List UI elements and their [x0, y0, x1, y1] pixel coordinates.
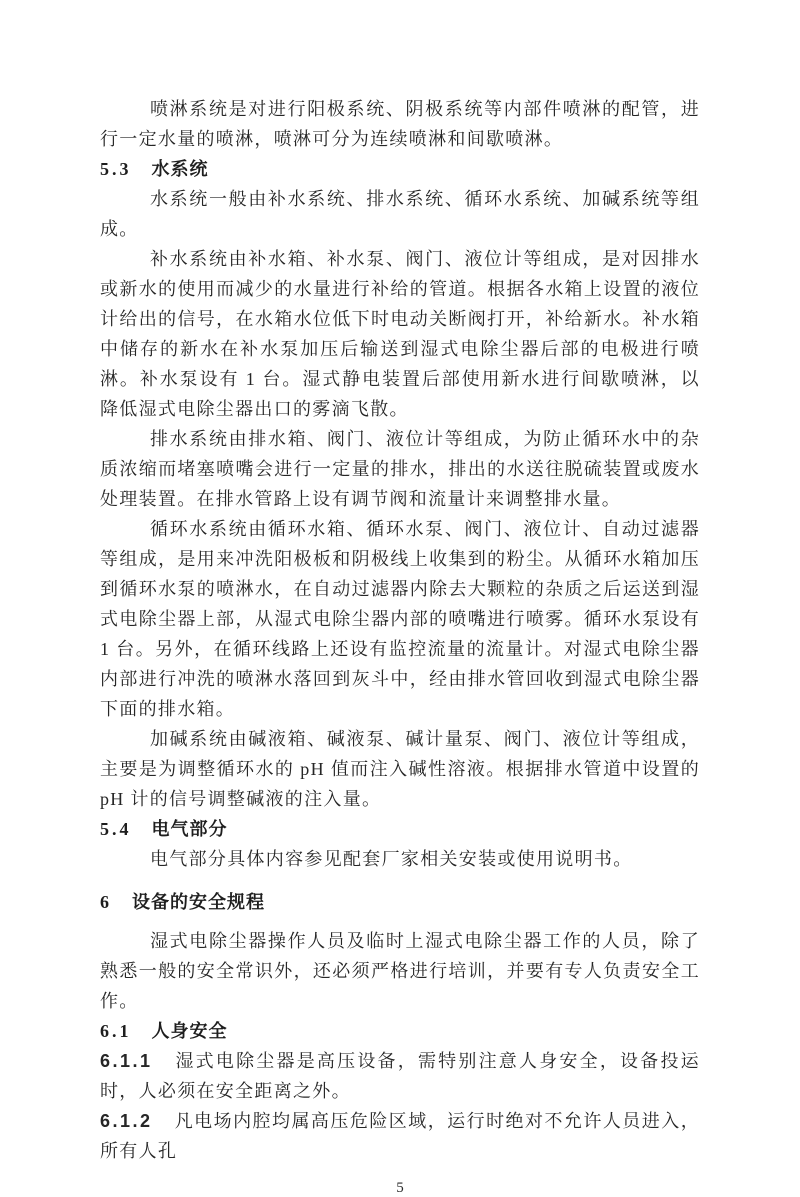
heading-number: 5.4 [100, 819, 132, 839]
paragraph-spray-system: 喷淋系统是对进行阳极系统、阴极系统等内部件喷淋的配管，进行一定水量的喷淋，喷淋可分为连续喷淋和间歇喷淋。 [100, 99, 700, 149]
heading-5-4-electrical-part [100, 814, 700, 844]
item-number: 6.1.2 [100, 1111, 153, 1131]
heading-5-3-water-system [100, 154, 700, 184]
heading-title: 电气部分 [151, 819, 228, 839]
item-text: 湿式电除尘器是高压设备，需特别注意人身安全，设备投运时，人必须在安全距离之外。 [100, 1051, 700, 1101]
heading-title: 水系统 [151, 159, 209, 179]
item-number: 6.1.1 [100, 1051, 153, 1071]
item-text: 凡电场内腔均属高压危险区域，运行时绝对不允许人员进入，所有人孔 [100, 1111, 700, 1161]
paragraph-water-system-overview: 水系统一般由补水系统、排水系统、循环水系统、加碱系统等组成。 [100, 189, 700, 239]
heading-number: 5.3 [100, 159, 132, 179]
numbered-item-6-1-1 [100, 1046, 700, 1106]
heading-number: 6.1 [100, 1021, 132, 1041]
paragraph-makeup-water-system: 补水系统由补水箱、补水泵、阀门、液位计等组成，是对因排水或新水的使用而减少的水量进行补给的管道。根据各水箱上设置的液位计给出的信号，在水箱水位低下时电动关断阀打开，补给新水。补水箱中储存的新水在补水泵加压后输送到湿式电除尘器后部的电极进行喷淋。补水泵设有 1 台。湿式静电装置后部使用新水进行间歇喷淋，以降低湿式电除尘器出口的雾滴飞散。 [100, 249, 700, 419]
numbered-item-6-1-2 [100, 1106, 700, 1166]
paragraph-electrical-part: 电气部分具体内容参见配套厂家相关安装或使用说明书。 [150, 849, 633, 869]
paragraph-operator-training: 湿式电除尘器操作人员及临时上湿式电除尘器工作的人员，除了熟悉一般的安全常识外，还必须严格进行培训，并要有专人负责安全工作。 [100, 931, 700, 1011]
paragraph-drain-water-system: 排水系统由排水箱、阀门、液位计等组成，为防止循环水中的杂质浓缩而堵塞喷嘴会进行一定量的排水，排出的水送往脱硫装置或废水处理装置。在排水管路上设有调节阀和流量计来调整排水量。 [100, 429, 700, 509]
heading-title: 人身安全 [151, 1021, 228, 1041]
heading-6-1-personal-safety [100, 1016, 700, 1046]
heading-number: 6 [100, 892, 112, 912]
paragraph-alkali-dosing-system: 加碱系统由碱液箱、碱液泵、碱计量泵、阀门、液位计等组成，主要是为调整循环水的 pH 值而注入碱性溶液。根据排水管道中设置的 pH 计的信号调整碱液的注入量。 [100, 729, 700, 809]
page-number: 5 [396, 1180, 404, 1196]
paragraph-circulating-water-system: 循环水系统由循环水箱、循环水泵、阀门、液位计、自动过滤器等组成，是用来冲洗阳极板和阴极线上收集到的粉尘。从循环水箱加压到循环水泵的喷淋水，在自动过滤器内除去大颗粒的杂质之后运送到湿式电除尘器上部，从湿式电除尘器内部的喷嘴进行喷雾。循环水泵设有 1 台。另外，在循环线路上还设有监控流量的流量计。对湿式电除尘器内部进行冲洗的喷淋水落回到灰斗中，经由排水管回收到湿式电除尘器下面的排水箱。 [100, 519, 700, 719]
heading-title: 设备的安全规程 [132, 892, 265, 912]
heading-6-safety-regulations [100, 887, 700, 917]
